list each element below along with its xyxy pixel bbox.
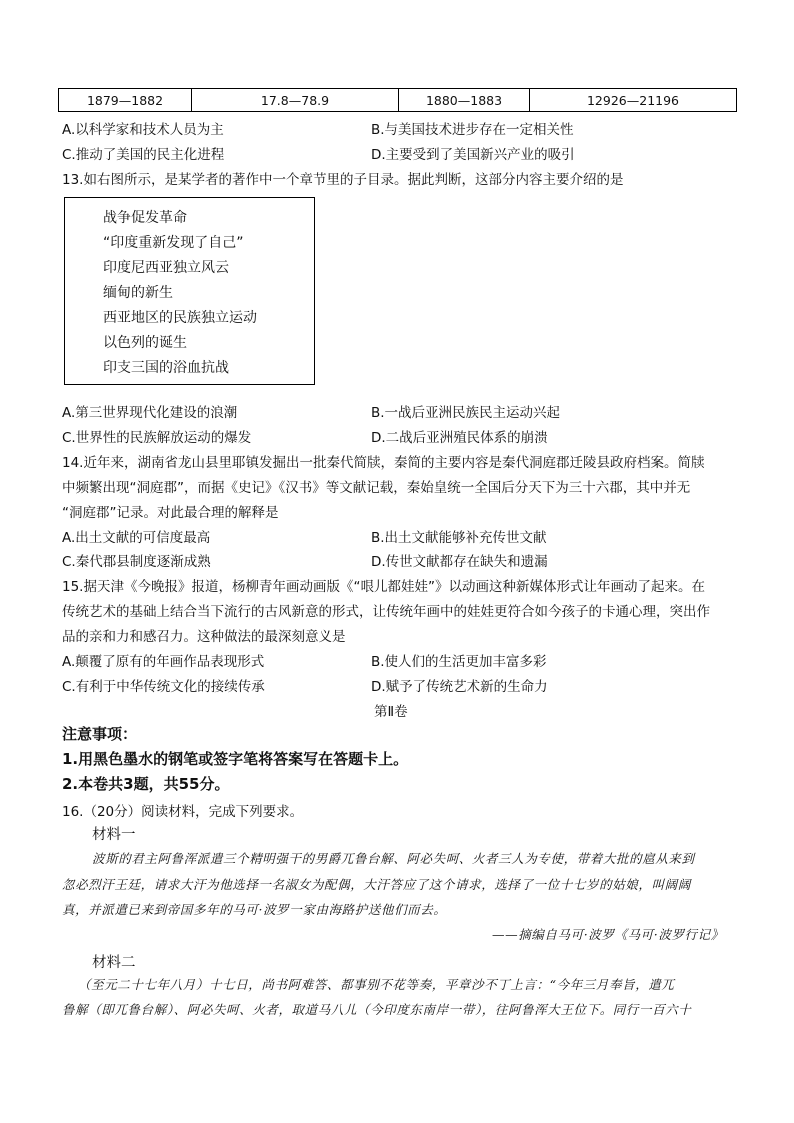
material-label: 材料二: [92, 955, 136, 971]
toc-item: 缅甸的新生: [103, 285, 173, 301]
q14-option-b: B.出土文献能够补充传世文献: [371, 530, 547, 546]
material-text-line: 波斯的君主阿鲁浑派遣三个精明强干的男爵兀鲁台解、阿必失呵、火者三人为专使，带着大批的扈从来到: [92, 851, 695, 866]
table-cell: 1879—1882: [59, 89, 192, 112]
table-row: [59, 89, 737, 112]
q15-stem-line: 传统艺术的基础上结合当下流行的古风新意的形式，让传统年画中的娃娃更符合如今孩子的卡通心理，突出作: [62, 604, 710, 620]
q15-stem-line: 品的亲和力和感召力。这种做法的最深刻意义是: [62, 629, 346, 645]
toc-item: 战争促发革命: [103, 210, 187, 226]
notice-item: 1.用黑色墨水的钢笔或签字笔将答案写在答题卡上。: [62, 750, 409, 768]
table-cell: 12926—21196: [530, 89, 737, 112]
toc-item: 印度尼西亚独立风云: [103, 260, 229, 276]
table-cell: 17.8—78.9: [192, 89, 399, 112]
q15-option-d: D.赋予了传统艺术新的生命力: [371, 679, 548, 695]
q12-option-d: D.主要受到了美国新兴产业的吸引: [371, 147, 575, 163]
q12-option-a: A.以科学家和技术人员为主: [62, 122, 224, 138]
q13-stem: 13.如右图所示，是某学者的著作中一个章节里的子目录。据此判断，这部分内容主要介绍的是: [62, 172, 624, 188]
q13-option-a: A.第三世界现代化建设的浪潮: [62, 405, 238, 421]
q13-option-b: B.一战后亚洲民族民主运动兴起: [371, 405, 561, 421]
q15-option-c: C.有利于中华传统文化的接续传承: [62, 679, 265, 695]
material-label: 材料一: [92, 827, 136, 843]
q13-option-d: D.二战后亚洲殖民体系的崩溃: [371, 430, 548, 446]
toc-item: 印支三国的浴血抗战: [103, 360, 229, 376]
toc-item: 西亚地区的民族独立运动: [103, 310, 257, 326]
material-text-line: 真，并派遣已来到帝国多年的马可·波罗一家由海路护送他们而去。: [62, 902, 447, 917]
q16-stem: 16.（20分）阅读材料，完成下列要求。: [62, 804, 304, 820]
q13-option-c: C.世界性的民族解放运动的爆发: [62, 430, 252, 446]
toc-item: 以色列的诞生: [103, 335, 187, 351]
q14-stem-line: 14.近年来，湖南省龙山县里耶镇发掘出一批秦代简牍，秦简的主要内容是秦代洞庭郡迁陵县政府档案。简牍: [62, 455, 705, 471]
material-text-line: （至元二十七年八月）十七日，尚书阿难答、都事别不花等奏，平章沙不丁上言：“今年三月奉旨，遣兀: [78, 977, 675, 992]
notice-item: 2.本卷共3题，共55分。: [62, 775, 230, 793]
q14-option-c: C.秦代郡县制度逐渐成熟: [62, 554, 211, 570]
material-text-line: 鲁解（即兀鲁台解）、阿必失呵、火者，取道马八儿（今印度东南岸一带），往阿鲁浑大王位下。同行一百六十: [62, 1002, 692, 1017]
q14-stem-line: 中频繁出现“洞庭郡”，而据《史记》《汉书》等文献记载，秦始皇统一全国后分天下为三十六郡，其中并无: [62, 480, 691, 496]
q14-option-a: A.出土文献的可信度最高: [62, 530, 211, 546]
q15-stem-line: 15.据天津《今晚报》报道，杨柳青年画动画版《“哏儿都娃娃”》以动画这种新媒体形式让年画动了起来。在: [62, 579, 705, 595]
q14-option-d: D.传世文献都存在缺失和遗漏: [371, 554, 548, 570]
q15-option-a: A.颠覆了原有的年画作品表现形式: [62, 654, 265, 670]
material-source: ——摘编自马可·波罗《马可·波罗行记》: [492, 927, 724, 942]
data-table: [58, 88, 737, 112]
table-cell: 1880—1883: [399, 89, 530, 112]
toc-item: “印度重新发现了自己”: [103, 235, 244, 251]
section-title: 第Ⅱ卷: [374, 704, 408, 720]
table-of-contents-box: [64, 197, 315, 385]
material-text-line: 忽必烈汗王廷，请求大汗为他选择一名淑女为配偶，大汗答应了这个请求，选择了一位十七岁的姑娘，叫阔阔: [62, 877, 691, 892]
q15-option-b: B.使人们的生活更加丰富多彩: [371, 654, 547, 670]
q14-stem-line: “洞庭郡”记录。对此最合理的解释是: [62, 505, 279, 521]
q12-option-b: B.与美国技术进步存在一定相关性: [371, 122, 574, 138]
q12-option-c: C.推动了美国的民主化进程: [62, 147, 225, 163]
notice-title: 注意事项：: [62, 725, 138, 743]
